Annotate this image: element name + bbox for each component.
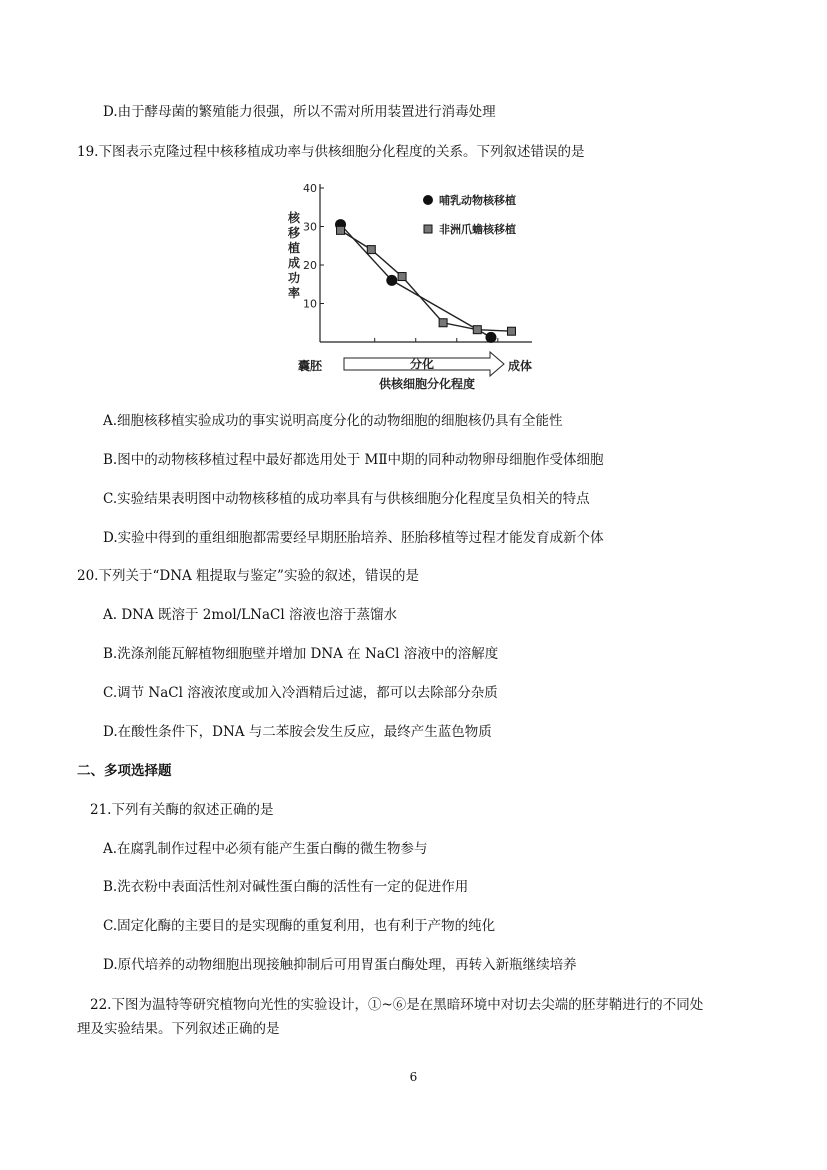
option-21-b: B.洗衣粉中表面活性剂对碱性蛋白酶的活性有一定的促进作用 — [103, 879, 469, 895]
chart-series — [335, 219, 515, 343]
legend-marker-circle — [423, 195, 433, 205]
option-21-c: C.固定化酶的主要目的是实现酶的重复利用，也有利于产物的纯化 — [103, 918, 496, 934]
option-19-d: D.实验中得到的重组细胞都需要经早期胚胎培养、胚胎移植等过程才能发育成新个体 — [103, 530, 604, 546]
data-point-square — [473, 326, 481, 334]
nuclear-transfer-chart — [282, 178, 540, 396]
ylabel-char: 成 — [287, 256, 301, 270]
data-point-square — [367, 246, 375, 254]
option-19-b: B.图中的动物核移植过程中最好都选用处于 MⅡ中期的同种动物卵母细胞作受体细胞 — [103, 452, 604, 468]
data-point-circle — [485, 332, 496, 343]
y-tick-label: 30 — [303, 220, 317, 234]
option-20-c: C.调节 NaCl 溶液浓度或加入冷酒精后过滤，都可以去除部分杂质 — [103, 685, 498, 701]
legend-label: 哺乳动物核移植 — [439, 194, 516, 207]
ylabel-char: 率 — [287, 286, 301, 300]
page-number: 6 — [409, 1070, 418, 1084]
option-19-a: A.细胞核移植实验成功的事实说明高度分化的动物细胞的细胞核仍具有全能性 — [103, 413, 563, 429]
y-tick-label: 20 — [303, 259, 317, 272]
question-22-line2: 理及实验结果。下列叙述正确的是 — [77, 1021, 280, 1037]
series-line-circle — [341, 225, 491, 338]
option-20-b: B.洗涤剂能瓦解植物细胞壁并增加 DNA 在 NaCl 溶液中的溶解度 — [103, 646, 499, 662]
y-tick-label: 40 — [303, 182, 317, 195]
data-point-square — [507, 327, 515, 335]
legend-label: 非洲爪蟾核移植 — [439, 223, 516, 236]
option-21-d: D.原代培养的动物细胞出现接触抑制后可用胃蛋白酶处理，再转入新瓶继续培养 — [103, 957, 577, 973]
x-end-label: 成体 — [507, 359, 533, 373]
data-point-circle — [386, 275, 397, 286]
series-line-square — [341, 230, 512, 331]
ylabel-char: 功 — [287, 271, 301, 285]
chart-legend — [423, 193, 516, 236]
option-20-a: A. DNA 既溶于 2mol/LNaCl 溶液也溶于蒸馏水 — [103, 607, 397, 623]
chart-ylabel — [287, 210, 301, 300]
section-heading: 二、多项选择题 — [77, 763, 172, 779]
chart-xaxis — [298, 352, 532, 391]
x-axis-label: 供核细胞分化程度 — [378, 377, 476, 391]
ylabel-char: 植 — [287, 241, 301, 255]
option-20-d: D.在酸性条件下，DNA 与二苯胺会发生反应，最终产生蓝色物质 — [103, 724, 492, 740]
data-point-square — [439, 319, 447, 327]
option-21-a: A.在腐乳制作过程中必须有能产生蛋白酶的微生物参与 — [103, 841, 428, 857]
question-20: 20.下列关于“DNA 粗提取与鉴定”实验的叙述，错误的是 — [77, 568, 419, 584]
y-tick-label: 10 — [303, 297, 317, 311]
option-18-d: D.由于酵母菌的繁殖能力很强，所以不需对所用装置进行消毒处理 — [103, 104, 496, 120]
question-22-line1: 22.下图为温特等研究植物向光性的实验设计，①~⑥是在黑暗环境中对切去尖端的胚芽鞘进行的不同处 — [90, 997, 704, 1013]
x-start-label: 囊胚 — [297, 359, 323, 373]
data-point-square — [337, 226, 345, 234]
question-19: 19.下图表示克隆过程中核移植成功率与供核细胞分化程度的关系。下列叙述错误的是 — [77, 144, 585, 160]
x-arrow-label: 分化 — [409, 357, 435, 371]
legend-marker-square — [424, 225, 432, 233]
ylabel-char: 移 — [287, 226, 301, 240]
option-19-c: C.实验结果表明图中动物核移植的成功率具有与供核细胞分化程度呈负相关的特点 — [103, 491, 590, 507]
ylabel-char: 核 — [287, 211, 301, 225]
data-point-square — [398, 273, 406, 281]
question-21: 21.下列有关酶的叙述正确的是 — [90, 802, 274, 818]
